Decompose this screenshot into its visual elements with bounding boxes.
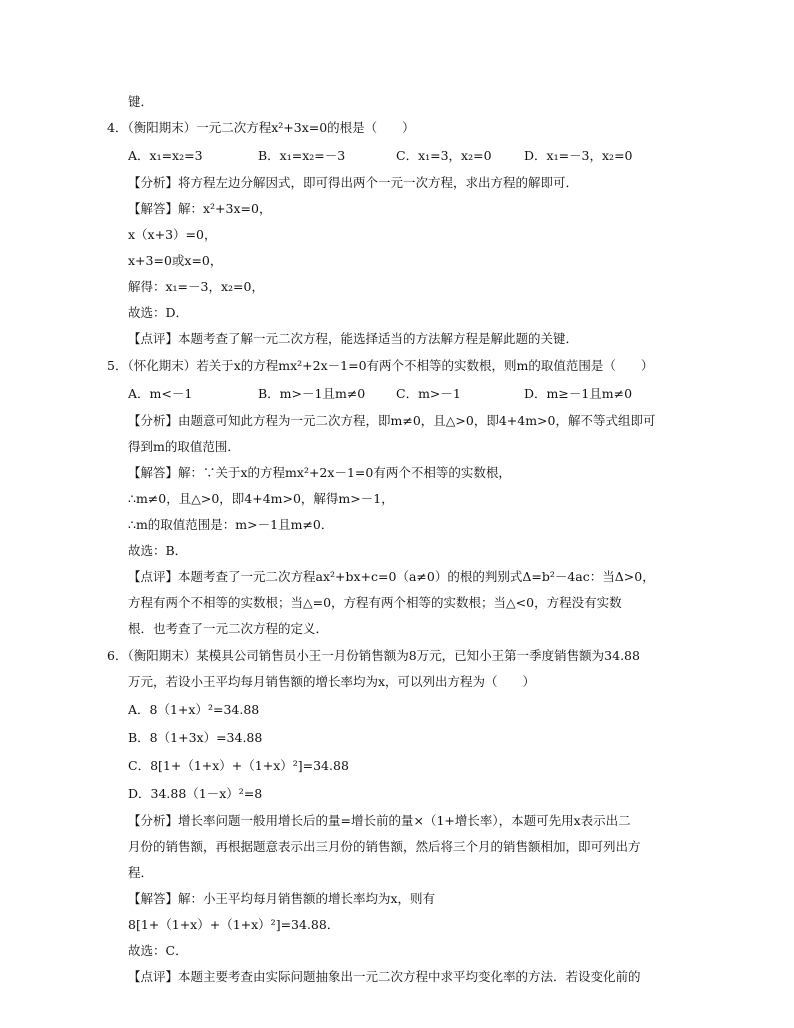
- option-b: B．8（1+3x）=34.88: [128, 730, 263, 745]
- solution-text: 解得：x₁=－3，x₂=0，: [128, 279, 264, 294]
- option-c: C．m>－1: [396, 386, 461, 401]
- option-b: B．x₁=x₂=－3: [258, 148, 346, 163]
- option-c: C．x₁=3，x₂=0: [396, 148, 492, 163]
- solution-text: 【解答】解：小王平均每月销售额的增长率均为x，则有: [128, 891, 436, 906]
- analysis-text: 【分析】将方程左边分解因式，即可得出两个一元一次方程，求出方程的解即可．: [128, 175, 579, 190]
- analysis-text: 月份的销售额，再根据题意表示出三月份的销售额，然后将三个月的销售额相加，即可列出方: [128, 839, 641, 854]
- option-d: D．x₁=－3，x₂=0: [524, 148, 633, 163]
- question-4-options: [128, 148, 668, 164]
- comment-text: 【点评】本题考查了解一元二次方程，能选择适当的方法解方程是解此题的关键．: [128, 331, 579, 346]
- comment-text: 方程有两个不相等的实数根；当△=0，方程有两个相等的实数根；当△<0，方程没有实数: [128, 595, 622, 610]
- answer-choice: 故选：C．: [128, 943, 188, 958]
- solution-text: 【解答】解：x²+3x=0，: [128, 201, 272, 216]
- text-line: 键．: [128, 94, 154, 109]
- question-6-stem: 万元，若设小王平均每月销售额的增长率均为x，可以列出方程为（ ）: [128, 674, 536, 689]
- solution-text: x（x+3）=0，: [128, 227, 217, 242]
- option-a: A．8（1+x）²=34.88: [128, 702, 260, 717]
- question-5-stem: 5．（怀化期末）若关于x的方程mx²+2x－1=0有两个不相等的实数根，则m的取值范围是（ ）: [107, 358, 654, 373]
- solution-text: x+3=0或x=0，: [128, 253, 223, 268]
- solution-text: ∴m≠0，且△>0，即4+4m>0，解得m>－1，: [128, 491, 394, 506]
- question-5-options: [128, 386, 668, 402]
- question-4-stem: 4．（衡阳期末）一元二次方程x²+3x=0的根是（ ）: [107, 120, 415, 135]
- comment-text: 根．也考查了一元二次方程的定义．: [128, 621, 329, 636]
- option-a: A．m<－1: [128, 386, 193, 401]
- option-d: D．34.88（1－x）²=8: [128, 786, 263, 801]
- solution-text: 【解答】解：∵关于x的方程mx²+2x－1=0有两个不相等的实数根，: [128, 465, 511, 480]
- option-d: D．m≥－1且m≠0: [524, 386, 633, 401]
- comment-text: 【点评】本题主要考查由实际问题抽象出一元二次方程中求平均变化率的方法．若设变化前的: [128, 969, 641, 984]
- option-b: B．m>－1且m≠0: [258, 386, 366, 401]
- answer-choice: 故选：D．: [128, 305, 189, 320]
- analysis-text: 程．: [128, 865, 154, 880]
- solution-text: ∴m的取值范围是：m>－1且m≠0．: [128, 517, 334, 532]
- solution-text: 8[1+（1+x）+（1+x）²]=34.88．: [128, 917, 340, 932]
- analysis-text: 【分析】增长率问题一般用增长后的量=增长前的量×（1+增长率），本题可先用x表示出二: [128, 813, 631, 828]
- question-6-stem: 6．（衡阳期末）某模具公司销售员小王一月份销售额为8万元，已知小王第一季度销售额为34.88: [107, 648, 640, 663]
- comment-text: 【点评】本题考查了一元二次方程ax²+bx+c=0（a≠0）的根的判别式Δ=b²－4ac：当Δ>0，: [128, 569, 655, 584]
- option-a: A．x₁=x₂=3: [128, 148, 203, 163]
- answer-choice: 故选：B．: [128, 543, 188, 558]
- option-c: C．8[1+（1+x）+（1+x）²]=34.88: [128, 758, 349, 773]
- analysis-text: 得到m的取值范围．: [128, 439, 240, 454]
- analysis-text: 【分析】由题意可知此方程为一元二次方程，即m≠0，且△>0，即4+4m>0，解不等式组即可: [128, 413, 656, 428]
